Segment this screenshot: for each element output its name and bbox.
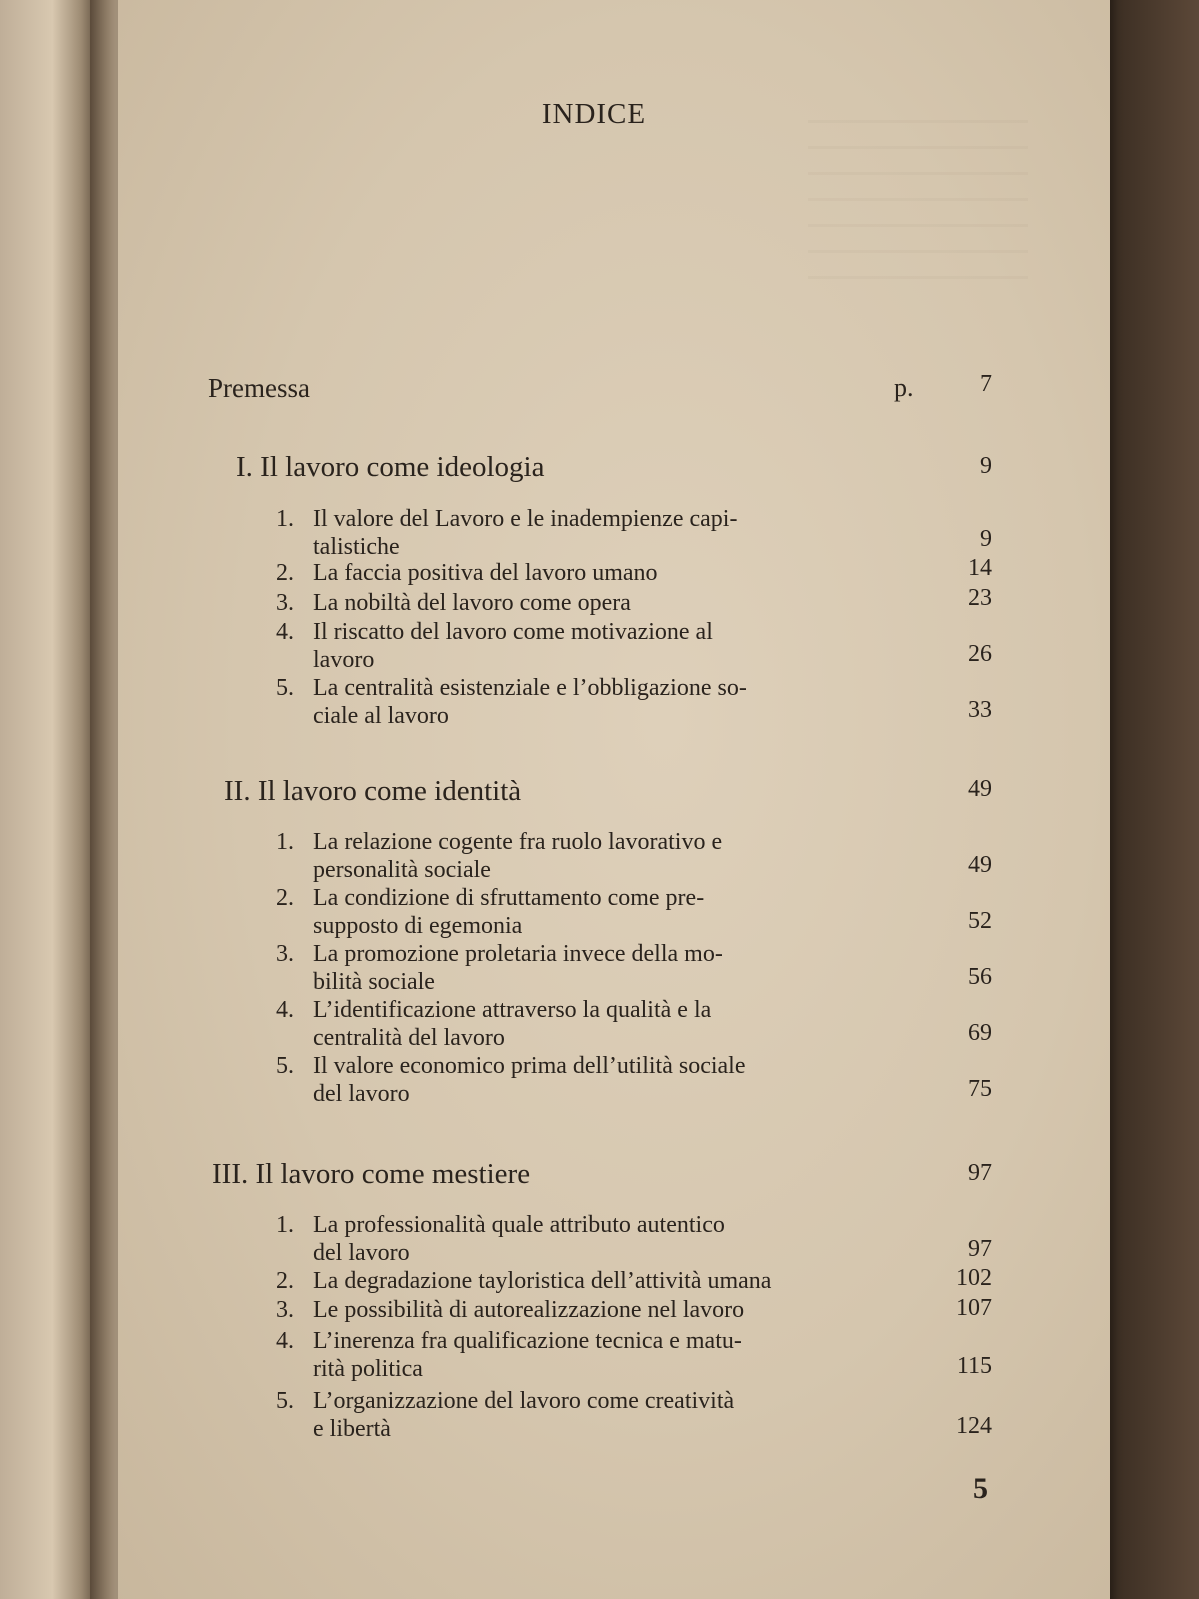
show-through-text bbox=[808, 120, 1028, 290]
entry-text-continued: talistiche bbox=[313, 534, 400, 560]
entry-page: 9 bbox=[980, 526, 992, 552]
entry-text: La faccia positiva del lavoro umano bbox=[313, 560, 658, 586]
page-prefix: p. bbox=[894, 373, 914, 402]
toc-entry bbox=[276, 589, 861, 617]
entry-page: 56 bbox=[968, 964, 992, 990]
entry-number: 1. bbox=[276, 829, 294, 855]
toc-entry bbox=[276, 1296, 861, 1324]
toc-entry bbox=[276, 884, 861, 940]
chapter-heading bbox=[212, 1158, 530, 1191]
entry-number: 1. bbox=[276, 1212, 294, 1238]
entry-page: 52 bbox=[968, 908, 992, 934]
toc-entry bbox=[276, 674, 861, 730]
chapter-numeral: III. bbox=[212, 1158, 249, 1190]
chapter-page: 97 bbox=[968, 1160, 992, 1186]
toc-entry bbox=[276, 505, 861, 561]
entry-text: Le possibilità di autorealizzazione nel lavoro bbox=[313, 1297, 745, 1323]
toc-entry bbox=[276, 940, 861, 996]
entry-text-continued: del lavoro bbox=[313, 1240, 410, 1266]
entry-number: 3. bbox=[276, 590, 294, 616]
chapter-numeral: I. bbox=[236, 451, 253, 483]
entry-text: Il valore economico prima dell’utilità sociale bbox=[313, 1053, 746, 1079]
entry-number: 2. bbox=[276, 560, 294, 586]
entry-page: 75 bbox=[968, 1076, 992, 1102]
entry-text-continued: centralità del lavoro bbox=[313, 1025, 505, 1051]
entry-page: 14 bbox=[968, 555, 992, 581]
index-page bbox=[118, 0, 1110, 1599]
entry-number: 5. bbox=[276, 1388, 294, 1414]
entry-number: 4. bbox=[276, 1328, 294, 1354]
page-number: 5 bbox=[973, 1472, 988, 1505]
toc-entry bbox=[276, 1387, 861, 1443]
toc-entry bbox=[276, 1267, 861, 1295]
entry-number: 5. bbox=[276, 675, 294, 701]
toc-entry bbox=[276, 1211, 861, 1267]
entry-text: L’identificazione attraverso la qualità e la bbox=[313, 997, 712, 1023]
entry-text: L’organizzazione del lavoro come creatività bbox=[313, 1388, 735, 1414]
toc-entry bbox=[276, 996, 861, 1052]
entry-text-continued: bilità sociale bbox=[313, 969, 435, 995]
chapter-title: Il lavoro come ideologia bbox=[260, 451, 545, 483]
entry-page: 69 bbox=[968, 1020, 992, 1046]
premessa-page: 7 bbox=[980, 371, 992, 397]
premessa-label: Premessa bbox=[208, 373, 310, 403]
entry-page: 107 bbox=[956, 1295, 992, 1321]
chapter-heading bbox=[224, 775, 521, 808]
adjacent-page-edge bbox=[0, 0, 95, 1599]
entry-text: Il valore del Lavoro e le inadempienze capi- bbox=[313, 506, 738, 532]
entry-text: Il riscatto del lavoro come motivazione al bbox=[313, 619, 713, 645]
entry-text-continued: supposto di egemonia bbox=[313, 913, 523, 939]
page-title: INDICE bbox=[541, 98, 647, 130]
entry-text-continued: e libertà bbox=[313, 1416, 391, 1442]
entry-text: La relazione cogente fra ruolo lavorativo e bbox=[313, 829, 723, 855]
chapter-heading bbox=[236, 451, 544, 484]
entry-page: 115 bbox=[956, 1353, 992, 1379]
entry-number: 2. bbox=[276, 885, 294, 911]
entry-page: 102 bbox=[956, 1265, 992, 1291]
toc-entry bbox=[276, 828, 861, 884]
toc-entry bbox=[276, 1052, 861, 1108]
entry-text-continued: personalità sociale bbox=[313, 857, 491, 883]
entry-text: L’inerenza fra qualificazione tecnica e matu- bbox=[313, 1328, 742, 1354]
chapter-title: Il lavoro come identità bbox=[257, 775, 522, 807]
entry-number: 2. bbox=[276, 1268, 294, 1294]
entry-number: 4. bbox=[276, 997, 294, 1023]
entry-text: La condizione di sfruttamento come pre- bbox=[313, 885, 705, 911]
entry-page: 26 bbox=[968, 641, 992, 667]
entry-page: 33 bbox=[968, 697, 992, 723]
entry-number: 3. bbox=[276, 941, 294, 967]
entry-page: 49 bbox=[968, 852, 992, 878]
entry-text: La promozione proletaria invece della mo- bbox=[313, 941, 723, 967]
toc-entry bbox=[276, 1327, 861, 1383]
entry-page: 23 bbox=[968, 585, 992, 611]
background-surface bbox=[1110, 0, 1199, 1599]
chapter-title: Il lavoro come mestiere bbox=[255, 1158, 531, 1190]
chapter-page: 9 bbox=[980, 453, 992, 479]
entry-text: La degradazione tayloristica dell’attività umana bbox=[313, 1268, 772, 1294]
entry-text-continued: rità politica bbox=[313, 1356, 423, 1382]
toc-entry bbox=[276, 559, 861, 587]
chapter-numeral: II. bbox=[224, 775, 251, 807]
entry-text-continued: lavoro bbox=[313, 647, 375, 673]
entry-number: 3. bbox=[276, 1297, 294, 1323]
entry-page: 97 bbox=[968, 1236, 992, 1262]
entry-number: 4. bbox=[276, 619, 294, 645]
entry-text: La professionalità quale attributo autentico bbox=[313, 1212, 725, 1238]
entry-text-continued: ciale al lavoro bbox=[313, 703, 449, 729]
entry-text-continued: del lavoro bbox=[313, 1081, 410, 1107]
toc-entry bbox=[276, 618, 861, 674]
entry-number: 1. bbox=[276, 506, 294, 532]
entry-page: 124 bbox=[956, 1413, 992, 1439]
entry-text: La centralità esistenziale e l’obbligazione so- bbox=[313, 675, 747, 701]
entry-number: 5. bbox=[276, 1053, 294, 1079]
entry-text: La nobiltà del lavoro come opera bbox=[313, 590, 631, 616]
chapter-page: 49 bbox=[968, 776, 992, 802]
